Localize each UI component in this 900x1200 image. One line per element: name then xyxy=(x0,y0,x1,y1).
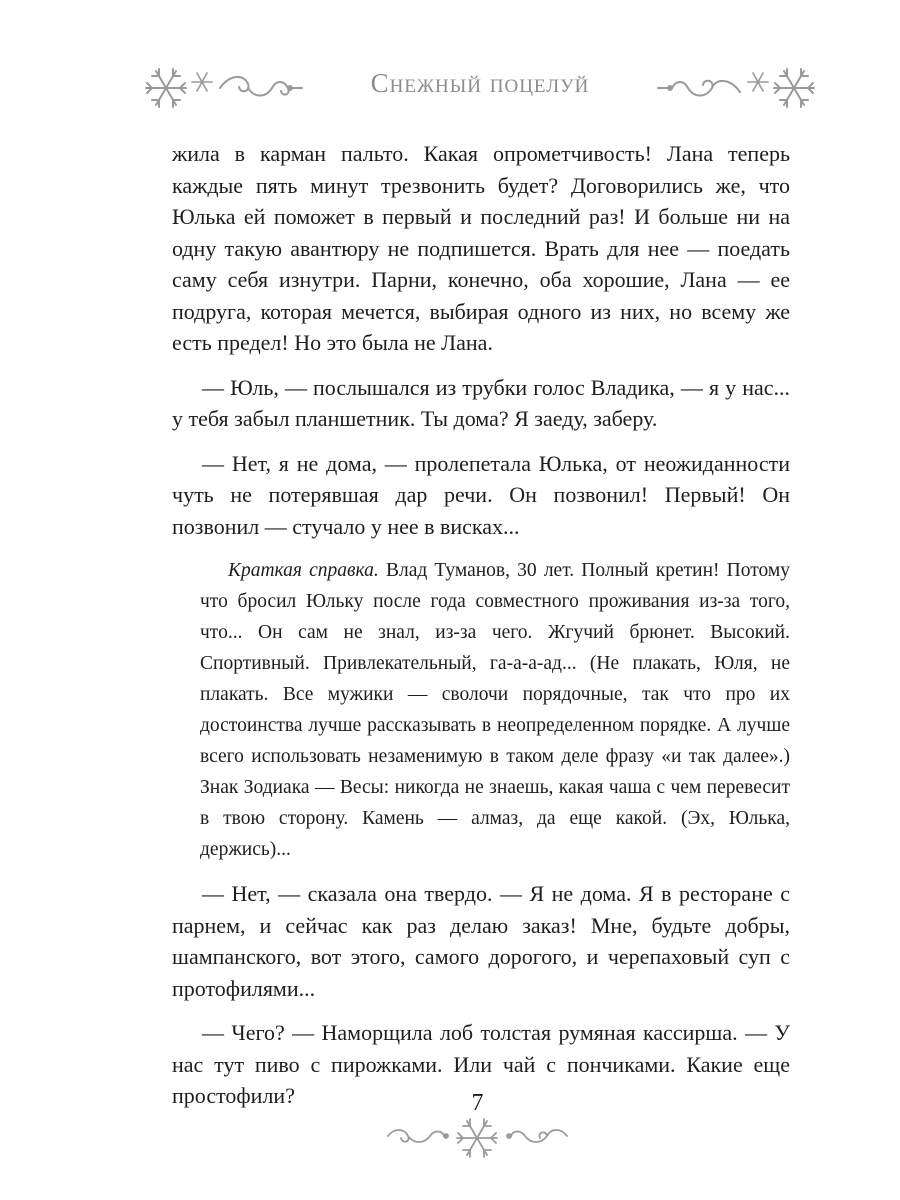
aside-label: Краткая справка. xyxy=(228,560,379,581)
snowflake-swirl-ornament-left-icon xyxy=(140,58,320,118)
paragraph-4: — Нет, — сказала она твердо. — Я не дома. Я в ресторане с парнем, и сейчас как раз делаю заказ! Мне, будьте добры, шампанского, вот этого, самого дорогого, и черепаховый суп с протофилями... xyxy=(172,881,790,1001)
aside-text: Влад Туманов, 30 лет. Полный кретин! Потому что бросил Юльку после года совместного проживания из-за того, что... Он сам не знал, из-за чего. Жгучий брюнет. Высокий. Спортивный. Привлекательный, га-а-а-ад... (Не плакать, Юля, не плакать. Все мужики — сволочи порядочные, так что про их достоинства лучше рассказывать в неопределенном порядке. А лучше всего использовать незаменимую в таком деле фразу «и так далее».) Знак Зодиака — Весы: никогда не знаешь, какая чаша с чем перевесит в твою сторону. Камень — алмаз, да еще какой. (Эх, Юлька, держись)... xyxy=(200,560,790,860)
page-body xyxy=(172,138,790,1125)
page-footer xyxy=(380,1090,575,1170)
paragraph-3: — Нет, я не дома, — пролепетала Юлька, от неожиданности чуть не потерявшая дар речи. Он позвонил! Первый! Он позвонил — стучало у нее в висках... xyxy=(172,450,790,539)
page-number: 7 xyxy=(471,1090,484,1116)
snowflake-swirl-footer-ornament-icon xyxy=(380,1118,575,1168)
aside-note xyxy=(200,555,790,865)
running-header xyxy=(140,58,820,118)
paragraph-5: — Чего? — Наморщила лоб толстая румяная кассирша. — У нас тут пиво с пирожками. Или чай с пончиками. Какие еще простофили? xyxy=(172,1020,790,1108)
paragraph-2: — Юль, — послышался из трубки голос Владика, — я у нас... у тебя забыл планшетник. Ты дома? Я заеду, заберу. xyxy=(172,374,790,431)
paragraph-1: жила в карман пальто. Какая опрометчивость! Лана теперь каждые пять минут трезвонить будет? Договорились же, что Юлька ей поможет в первый и последний раз! И больше ни на одну такую авантюру не подпишется. Врать для нее — поедать саму себя изнутри. Парни, конечно, оба хорошие, Лана — ее подруга, которая мечется, выбирая одного из них, но всему же есть предел! Но это была не Лана. xyxy=(172,141,790,355)
snowflake-swirl-ornament-right-icon xyxy=(640,58,820,118)
running-header-title: Снежный поцелуй xyxy=(370,68,590,98)
